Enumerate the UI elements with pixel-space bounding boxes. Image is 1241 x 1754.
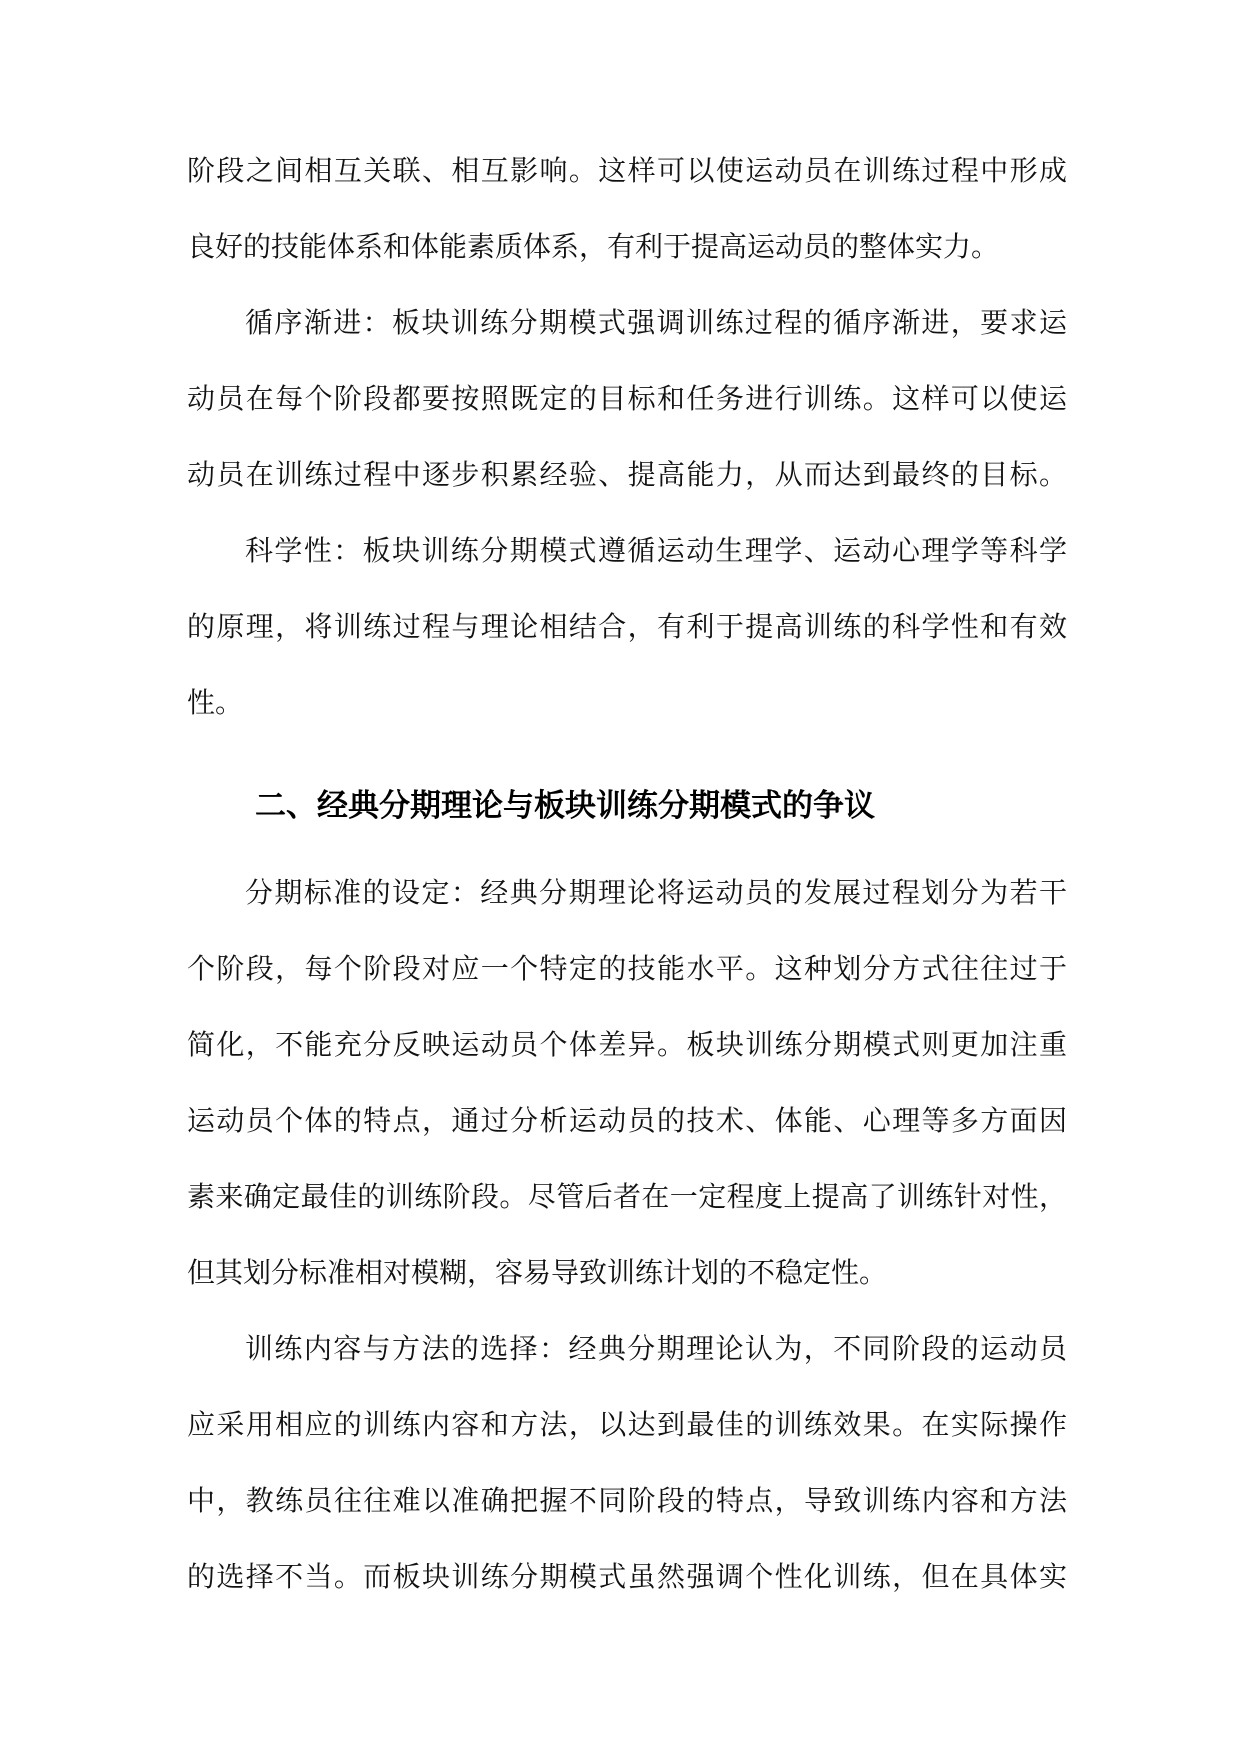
body-text-line: 良好的技能体系和体能素质体系，有利于提高运动员的整体实力。 xyxy=(187,230,1000,263)
body-text-line: 素来确定最佳的训练阶段。尽管后者在一定程度上提高了训练针对性， xyxy=(187,1180,1067,1213)
body-text-line: 循序渐进：板块训练分期模式强调训练过程的循序渐进，要求运 xyxy=(245,306,1067,339)
body-text-line: 个阶段，每个阶段对应一个特定的技能水平。这种划分方式往往过于 xyxy=(187,952,1067,985)
body-text-line: 简化，不能充分反映运动员个体差异。板块训练分期模式则更加注重 xyxy=(187,1028,1067,1061)
body-text-line: 动员在训练过程中逐步积累经验、提高能力，从而达到最终的目标。 xyxy=(187,458,1067,491)
body-text-line: 科学性：板块训练分期模式遵循运动生理学、运动心理学等科学 xyxy=(245,534,1067,567)
body-text-line: 分期标准的设定：经典分期理论将运动员的发展过程划分为若干 xyxy=(245,876,1067,909)
section-heading: 二、经典分期理论与板块训练分期模式的争议 xyxy=(255,788,875,824)
body-text-line: 的原理，将训练过程与理论相结合，有利于提高训练的科学性和有效 xyxy=(187,610,1067,643)
body-text-line: 训练内容与方法的选择：经典分期理论认为，不同阶段的运动员 xyxy=(245,1332,1067,1365)
body-text-line: 中，教练员往往难以准确把握不同阶段的特点，导致训练内容和方法 xyxy=(187,1484,1067,1517)
body-text-line: 动员在每个阶段都要按照既定的目标和任务进行训练。这样可以使运 xyxy=(187,382,1067,415)
body-text-line: 但其划分标准相对模糊，容易导致训练计划的不稳定性。 xyxy=(187,1256,888,1289)
body-text-line: 阶段之间相互关联、相互影响。这样可以使运动员在训练过程中形成 xyxy=(187,154,1067,187)
body-text-line: 应采用相应的训练内容和方法，以达到最佳的训练效果。在实际操作 xyxy=(187,1408,1067,1441)
body-text-line: 性。 xyxy=(187,686,244,719)
body-text-line: 的选择不当。而板块训练分期模式虽然强调个性化训练，但在具体实 xyxy=(187,1560,1067,1593)
body-text-line: 运动员个体的特点，通过分析运动员的技术、体能、心理等多方面因 xyxy=(187,1104,1067,1137)
